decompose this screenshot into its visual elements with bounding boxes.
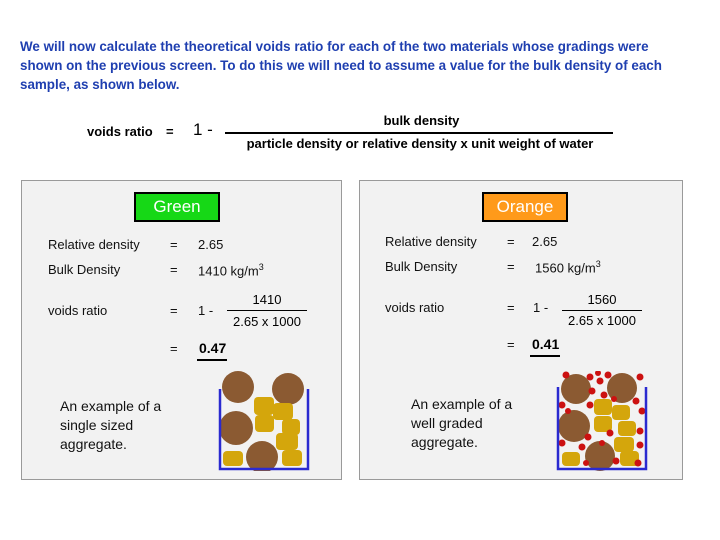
aggregate-caption: An example of a well graded aggregate. (411, 396, 513, 450)
formula-denominator: particle density or relative density x unit weight of water (246, 136, 594, 151)
fraction-bar (227, 310, 307, 311)
rd-label: Relative density (385, 234, 477, 249)
green-material-panel (21, 180, 342, 480)
result-underline (530, 355, 560, 357)
vr-one-minus: 1 - (533, 300, 549, 315)
bd-value: 1410 $kg/m^3$ (198, 262, 264, 279)
orange-badge: Orange (482, 192, 568, 222)
fraction-numerator: 1560 (587, 292, 617, 307)
formula-numerator: bulk density (383, 113, 460, 128)
bd-equals: = (170, 262, 178, 277)
bd-label: Bulk Density (48, 262, 121, 277)
rd-equals: = (507, 234, 515, 249)
vr-one-minus: 1 - (198, 303, 214, 318)
orange-material-panel (359, 180, 683, 480)
single-sized-aggregate-beaker-icon (218, 371, 314, 471)
vr-label: voids ratio (385, 300, 445, 315)
result-equals: = (507, 337, 515, 352)
result-underline (197, 359, 227, 361)
fraction-bar (562, 310, 642, 311)
formula-one-minus: 1 - (193, 120, 213, 139)
rd-value: 2.65 (198, 237, 224, 252)
fraction-denominator: 2.65 x 1000 (568, 313, 636, 328)
bd-value: 1560 $kg/m^3$ (535, 259, 601, 276)
result-equals: = (170, 341, 178, 356)
bd-equals: = (507, 259, 515, 274)
aggregate-caption: An example of a single sized aggregate. (60, 398, 162, 452)
voids-ratio-result: 0.47 (199, 340, 227, 356)
fraction-numerator: 1410 (252, 292, 282, 307)
formula-label: voids ratio (87, 124, 153, 139)
well-graded-aggregate-beaker-icon (556, 371, 652, 471)
formula-equals: = (166, 124, 174, 139)
bd-label: Bulk Density (385, 259, 458, 274)
vr-label: voids ratio (48, 303, 108, 318)
vr-equals: = (170, 303, 178, 318)
green-badge: Green (134, 192, 220, 222)
rd-value: 2.65 (532, 234, 558, 249)
vr-equals: = (507, 300, 515, 315)
rd-label: Relative density (48, 237, 140, 252)
voids-ratio-result: 0.41 (532, 336, 560, 352)
formula-fraction-bar (225, 132, 613, 134)
fraction-denominator: 2.65 x 1000 (233, 314, 301, 329)
intro-paragraph: We will now calculate the theoretical voids ratio for each of the two materials whose gradings were shown on the previous screen. To do this we will need to assume a value for the bulk density of each sample, as shown below. (20, 39, 662, 92)
rd-equals: = (170, 237, 178, 252)
